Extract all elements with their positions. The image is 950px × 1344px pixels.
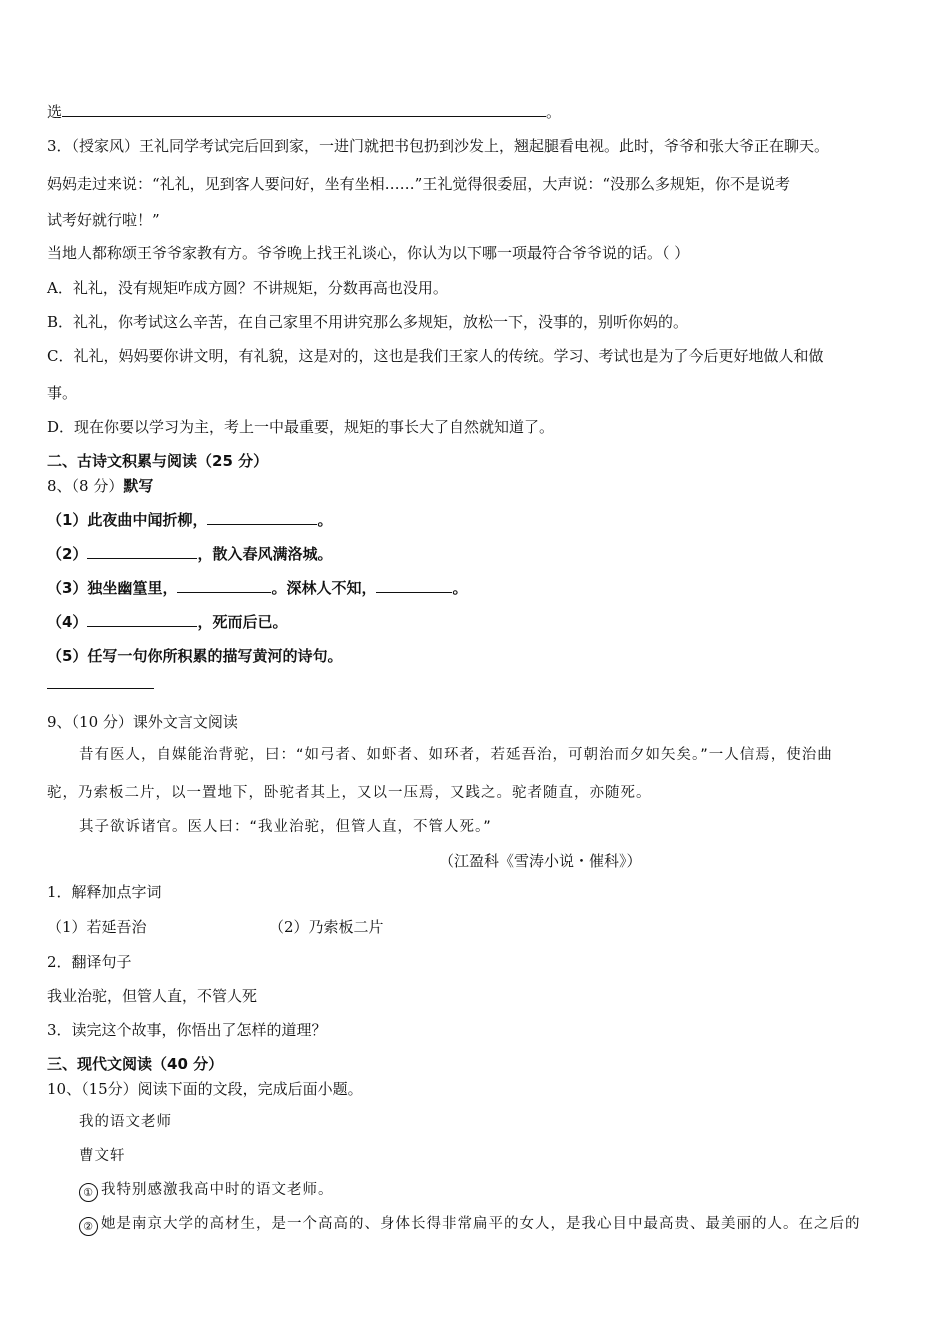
q9-sub-3: 3．读完这个故事，你悟出了怎样的道理？ [47, 1021, 327, 1039]
q8-item-5: （5）任写一句你所积累的描写黄河的诗句。 [47, 647, 343, 665]
q8-item-4: （4） ，死而后已。 [47, 613, 288, 631]
article-paragraph-1: ① 我特别感激我高中时的语文老师。 [79, 1180, 334, 1202]
q8-item-2: （2） ，散入春风满洛城。 [47, 545, 333, 563]
option-b[interactable]: B．礼礼，你考试这么辛苦，在自己家里不用讲究那么多规矩，放松一下，没事的，别听你妈的。 [47, 313, 689, 331]
answer-blank[interactable] [87, 544, 197, 559]
q9-passage-line-2: 驼，乃索板二片，以一置地下，卧驼者其上，又以一压焉，又践之。驼者随直，亦随死。 [47, 785, 652, 801]
q9-sub-1: 1．解释加点字词 [47, 883, 162, 901]
option-c[interactable]: C．礼礼，妈妈要你讲文明，有礼貌，这是对的，这也是我们王家人的传统。学习、考试也是为了今后更好地做人和做 [47, 347, 824, 365]
answer-blank[interactable] [87, 612, 197, 627]
section-2-title: 二、古诗文积累与阅读（25 分） [47, 452, 269, 470]
option-d[interactable]: D．现在你要以学习为主，考上一中最重要，规矩的事长大了自然就知道了。 [47, 418, 555, 436]
q9-passage-line-1: 昔有医人，自媒能治背驼，曰：“如弓者、如虾者、如环者，若延吾治，可朝治而夕如矢矣。”一人信焉，使治曲 [79, 747, 833, 763]
q8-item-1: （1）此夜曲中闻折柳， 。 [47, 511, 333, 529]
answer-blank[interactable] [376, 578, 452, 593]
q9-sub-2-sentence: 我业治驼，但管人直，不管人死 [47, 987, 258, 1005]
answer-blank[interactable] [177, 578, 271, 593]
article-title: 我的语文老师 [79, 1114, 172, 1130]
q9-passage-line-3: 其子欲诉诸官。医人曰：“我业治驼，但管人直，不管人死。” [79, 819, 492, 835]
answer-blank[interactable] [207, 510, 317, 525]
q8-answer-blank[interactable] [47, 674, 154, 694]
q7-answer-line: 选 。 [47, 103, 562, 121]
answer-blank[interactable] [62, 102, 546, 117]
q3-line-3: 试考好就行啦！” [47, 211, 160, 229]
q9-sub-1-a: （1）若延吾治 [47, 918, 147, 936]
q9-heading: 9、（10 分）课外文言文阅读 [47, 713, 238, 731]
q3-line-2: 妈妈走过来说：“礼礼，见到客人要问好，坐有坐相……”王礼觉得很委屈，大声说：“没那么多规矩，你不是说考 [47, 175, 791, 193]
option-a[interactable]: A．礼礼，没有规矩咋成方圆？不讲规矩，分数再高也没用。 [47, 279, 448, 297]
article-author: 曹文轩 [79, 1148, 126, 1164]
paragraph-number: ① [79, 1183, 98, 1202]
q8-item-3: （3）独坐幽篁里， 。深林人不知， 。 [47, 579, 468, 597]
answer-blank[interactable] [47, 674, 154, 689]
paragraph-number: ② [79, 1217, 98, 1236]
q3-question: 当地人都称颂王爷爷家教有方。爷爷晚上找王礼谈心，你认为以下哪一项最符合爷爷说的话。（ ） [47, 244, 690, 262]
section-3-title: 三、现代文阅读（40 分） [47, 1055, 224, 1073]
q9-source: （江盈科《雪涛小说・催科》） [439, 852, 642, 870]
q3-line-1: 3．（授家风）王礼同学考试完后回到家，一进门就把书包扔到沙发上，翘起腿看电视。此时，爷爷和张大爷正在聊天。 [47, 137, 830, 155]
article-paragraph-2: ② 她是南京大学的高材生，是一个高高的、身体长得非常扁平的女人，是我心目中最高贵、最美丽的人。在之后的 [79, 1214, 861, 1236]
q9-sub-1-b: （2）乃索板二片 [269, 918, 384, 936]
option-c-cont: 事。 [47, 384, 78, 402]
q10-heading: 10、（15分）阅读下面的文段，完成后面小题。 [47, 1080, 363, 1098]
q8-heading: 8、（8 分）默写 [47, 477, 154, 495]
q9-sub-2: 2．翻译句子 [47, 953, 132, 971]
